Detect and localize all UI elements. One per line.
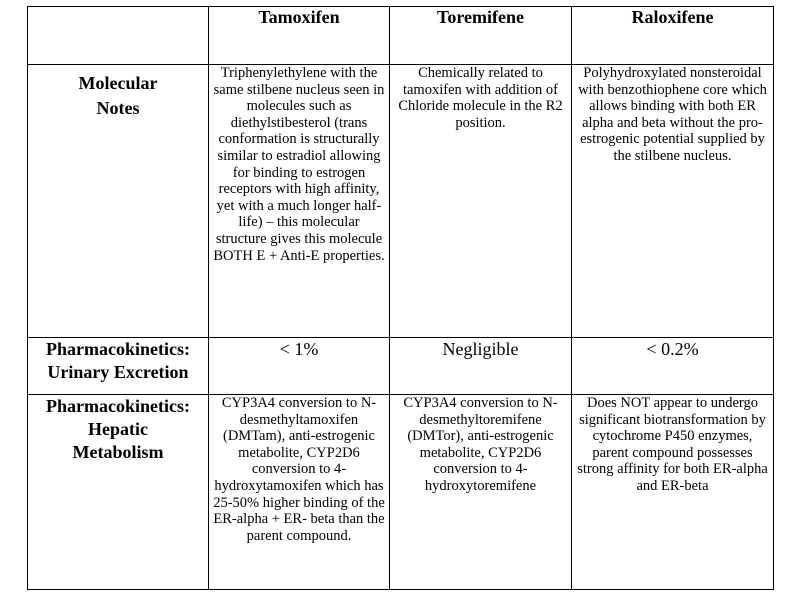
row-header-urinary-excretion	[28, 338, 209, 395]
column-header-raloxifene: Raloxifene	[572, 7, 774, 65]
cell-raloxifene-urinary: < 0.2%	[572, 338, 774, 395]
table-row-hepatic-metabolism	[28, 395, 774, 590]
comparison-sheet	[27, 6, 773, 589]
cell-toremifene-urinary: Negligible	[390, 338, 572, 395]
table-header-row	[28, 7, 774, 65]
cell-raloxifene-molecular: Polyhydroxylated nonsteroidal with benzothiophene core which allows binding with both ER alpha and beta without the pro-estrogenic potential supplied by the stilbene nucleus.	[572, 65, 774, 338]
row-header-line: Hepatic	[88, 419, 148, 439]
table-row-urinary-excretion	[28, 338, 774, 395]
row-header-line: Molecular	[78, 73, 158, 93]
row-header-line: Metabolism	[72, 442, 164, 462]
drug-comparison-table	[27, 6, 774, 590]
row-header-hepatic-metabolism	[28, 395, 209, 590]
cell-tamoxifen-urinary: < 1%	[209, 338, 390, 395]
cell-tamoxifen-hepatic: CYP3A4 conversion to N-desmethyltamoxifen (DMTam), anti-estrogenic metabolite, CYP2D6 conversion to 4-hydroxytamoxifen which has 25-50% higher binding of the ER-alpha + ER- beta than the parent compound.	[209, 395, 390, 590]
row-header-line: Pharmacokinetics:	[46, 396, 190, 416]
empty-corner-cell	[28, 7, 209, 65]
cell-raloxifene-hepatic: Does NOT appear to undergo significant biotransformation by cytochrome P450 enzymes, parent compound possesses strong affinity for both ER-alpha and ER-beta	[572, 395, 774, 590]
table-row-molecular-notes	[28, 65, 774, 338]
cell-tamoxifen-molecular: Triphenylethylene with the same stilbene nucleus seen in molecules such as diethylstibesterol (trans conformation is structurally similar to estradiol allowing for binding to estrogen receptors with high affinity, yet with a much longer half-life) – this molecular structure gives this molecule BOTH E + Anti-E properties.	[209, 65, 390, 338]
row-header-line: Urinary Excretion	[47, 362, 189, 382]
column-header-toremifene: Toremifene	[390, 7, 572, 65]
row-header-molecular-notes	[28, 65, 209, 338]
cell-toremifene-molecular: Chemically related to tamoxifen with addition of Chloride molecule in the R2 position.	[390, 65, 572, 338]
row-header-line: Pharmacokinetics:	[46, 339, 190, 359]
column-header-tamoxifen: Tamoxifen	[209, 7, 390, 65]
cell-toremifene-hepatic: CYP3A4 conversion to N-desmethyltoremifene (DMTor), anti-estrogenic metabolite, CYP2D6 conversion to 4-hydroxytoremifene	[390, 395, 572, 590]
row-header-line: Notes	[96, 98, 140, 118]
